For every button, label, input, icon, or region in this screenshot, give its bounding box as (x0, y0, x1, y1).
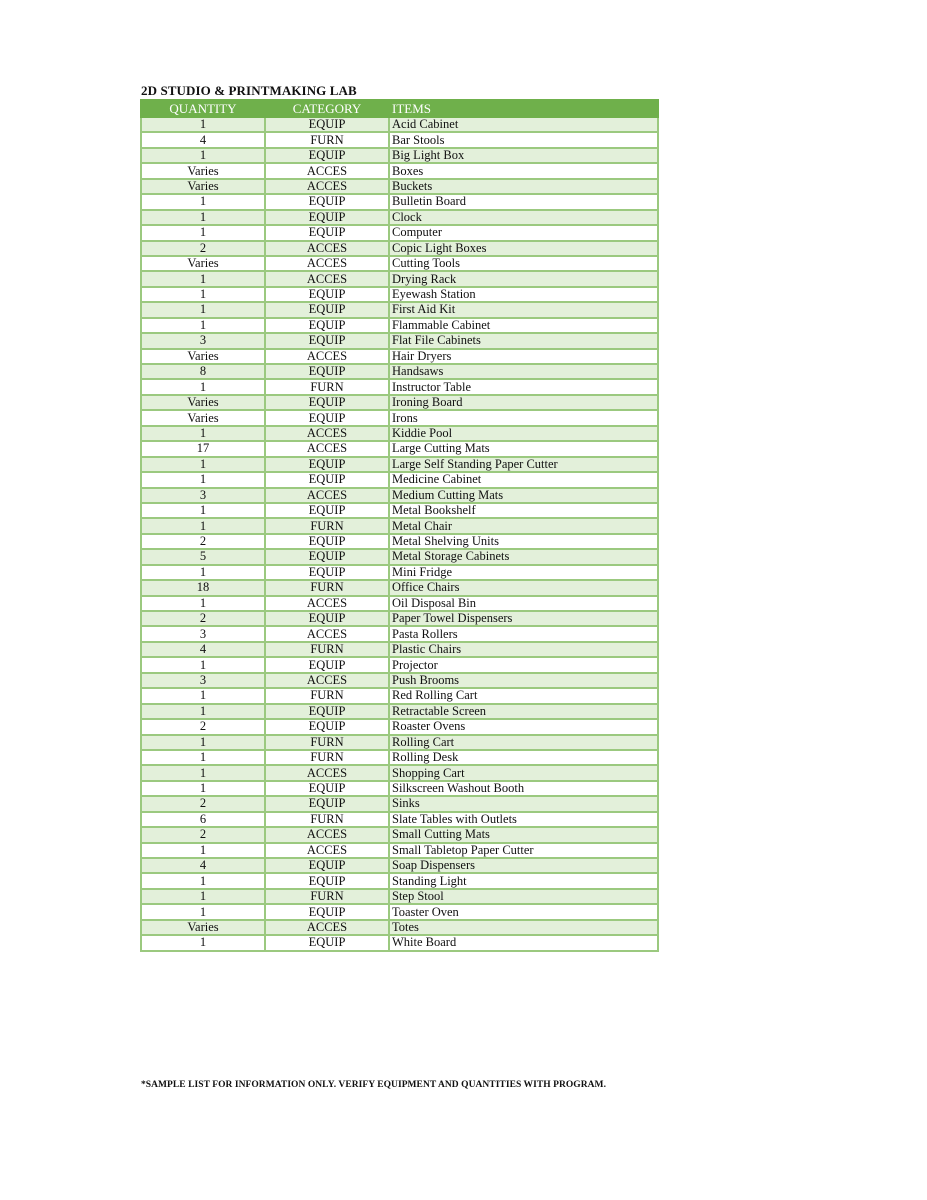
footnote: *SAMPLE LIST FOR INFORMATION ONLY. VERIFY EQUIPMENT AND QUANTITIES WITH PROGRAM. (141, 1080, 606, 1090)
table-row (141, 241, 658, 256)
category-cell: EQUIP (265, 225, 389, 240)
quantity-cell: 1 (141, 873, 265, 888)
quantity-cell: 1 (141, 426, 265, 441)
item-cell: Boxes (389, 163, 658, 178)
table-row (141, 858, 658, 873)
quantity-cell: 2 (141, 611, 265, 626)
category-cell: EQUIP (265, 457, 389, 472)
item-cell: Toaster Oven (389, 904, 658, 919)
table-row (141, 488, 658, 503)
quantity-cell: 1 (141, 518, 265, 533)
item-cell: Hair Dryers (389, 349, 658, 364)
item-cell: Soap Dispensers (389, 858, 658, 873)
item-cell: Medicine Cabinet (389, 472, 658, 487)
item-cell: Metal Storage Cabinets (389, 549, 658, 564)
item-cell: Cutting Tools (389, 256, 658, 271)
quantity-cell: 1 (141, 148, 265, 163)
table-row (141, 611, 658, 626)
table-row (141, 256, 658, 271)
category-cell: EQUIP (265, 472, 389, 487)
table-row (141, 812, 658, 827)
item-cell: Shopping Cart (389, 765, 658, 780)
item-cell: Copic Light Boxes (389, 241, 658, 256)
category-cell: EQUIP (265, 210, 389, 225)
quantity-cell: 5 (141, 549, 265, 564)
category-cell: EQUIP (265, 148, 389, 163)
table-row (141, 843, 658, 858)
table-row (141, 426, 658, 441)
category-cell: FURN (265, 688, 389, 703)
table-row (141, 765, 658, 780)
category-cell: EQUIP (265, 395, 389, 410)
item-cell: Office Chairs (389, 580, 658, 595)
item-cell: Mini Fridge (389, 565, 658, 580)
table-row (141, 518, 658, 533)
category-cell: ACCES (265, 765, 389, 780)
item-cell: Ironing Board (389, 395, 658, 410)
table-row (141, 163, 658, 178)
item-cell: Pasta Rollers (389, 626, 658, 641)
item-cell: Kiddie Pool (389, 426, 658, 441)
category-cell: ACCES (265, 241, 389, 256)
header-row (141, 100, 658, 117)
category-cell: ACCES (265, 163, 389, 178)
category-cell: EQUIP (265, 858, 389, 873)
table-row (141, 302, 658, 317)
item-cell: Small Tabletop Paper Cutter (389, 843, 658, 858)
table-row (141, 225, 658, 240)
quantity-cell: 1 (141, 457, 265, 472)
category-cell: EQUIP (265, 503, 389, 518)
table-row (141, 626, 658, 641)
category-cell: EQUIP (265, 287, 389, 302)
quantity-cell: 2 (141, 719, 265, 734)
item-cell: Handsaws (389, 364, 658, 379)
table-row (141, 364, 658, 379)
quantity-cell: 3 (141, 333, 265, 348)
quantity-cell: 1 (141, 503, 265, 518)
table-row (141, 349, 658, 364)
category-cell: ACCES (265, 256, 389, 271)
table-row (141, 827, 658, 842)
quantity-cell: 1 (141, 379, 265, 394)
quantity-cell: 1 (141, 210, 265, 225)
category-cell: EQUIP (265, 302, 389, 317)
category-cell: EQUIP (265, 194, 389, 209)
column-header-items: ITEMS (389, 100, 658, 117)
item-cell: Flammable Cabinet (389, 318, 658, 333)
table-row (141, 503, 658, 518)
item-cell: Large Self Standing Paper Cutter (389, 457, 658, 472)
quantity-cell: 18 (141, 580, 265, 595)
item-cell: Flat File Cabinets (389, 333, 658, 348)
table-row (141, 781, 658, 796)
item-cell: Clock (389, 210, 658, 225)
table-row (141, 148, 658, 163)
quantity-cell: 4 (141, 858, 265, 873)
item-cell: Oil Disposal Bin (389, 596, 658, 611)
table-row (141, 719, 658, 734)
table-row (141, 472, 658, 487)
quantity-cell: 3 (141, 673, 265, 688)
category-cell: EQUIP (265, 410, 389, 425)
quantity-cell: 1 (141, 765, 265, 780)
quantity-cell: 1 (141, 750, 265, 765)
table-row (141, 673, 658, 688)
category-cell: EQUIP (265, 534, 389, 549)
quantity-cell: 2 (141, 241, 265, 256)
quantity-cell: Varies (141, 163, 265, 178)
quantity-cell: 1 (141, 657, 265, 672)
item-cell: Projector (389, 657, 658, 672)
item-cell: Computer (389, 225, 658, 240)
table-row (141, 704, 658, 719)
category-cell: EQUIP (265, 935, 389, 950)
item-cell: Bulletin Board (389, 194, 658, 209)
item-cell: First Aid Kit (389, 302, 658, 317)
table-row (141, 889, 658, 904)
quantity-cell: 1 (141, 735, 265, 750)
item-cell: Step Stool (389, 889, 658, 904)
category-cell: EQUIP (265, 704, 389, 719)
quantity-cell: 2 (141, 827, 265, 842)
quantity-cell: 4 (141, 642, 265, 657)
table-row (141, 873, 658, 888)
category-cell: EQUIP (265, 318, 389, 333)
item-cell: Roaster Ovens (389, 719, 658, 734)
category-cell: EQUIP (265, 796, 389, 811)
quantity-cell: 1 (141, 704, 265, 719)
quantity-cell: 3 (141, 488, 265, 503)
table-row (141, 132, 658, 147)
quantity-cell: 1 (141, 225, 265, 240)
table-row (141, 935, 658, 950)
quantity-cell: 1 (141, 843, 265, 858)
item-cell: Instructor Table (389, 379, 658, 394)
table-row (141, 210, 658, 225)
table-row (141, 596, 658, 611)
table-row (141, 796, 658, 811)
quantity-cell: 1 (141, 302, 265, 317)
quantity-cell: 1 (141, 904, 265, 919)
quantity-cell: Varies (141, 256, 265, 271)
table-row (141, 657, 658, 672)
table-body (141, 117, 658, 951)
item-cell: Metal Bookshelf (389, 503, 658, 518)
column-header-quantity: QUANTITY (141, 100, 265, 117)
quantity-cell: 1 (141, 889, 265, 904)
category-cell: ACCES (265, 920, 389, 935)
quantity-cell: 1 (141, 117, 265, 132)
quantity-cell: 4 (141, 132, 265, 147)
item-cell: Irons (389, 410, 658, 425)
table-row (141, 117, 658, 132)
item-cell: Big Light Box (389, 148, 658, 163)
table-row (141, 750, 658, 765)
item-cell: Totes (389, 920, 658, 935)
category-cell: EQUIP (265, 565, 389, 580)
category-cell: ACCES (265, 488, 389, 503)
inventory-table (140, 99, 659, 952)
item-cell: Rolling Desk (389, 750, 658, 765)
quantity-cell: 1 (141, 596, 265, 611)
category-cell: ACCES (265, 843, 389, 858)
category-cell: EQUIP (265, 904, 389, 919)
category-cell: ACCES (265, 827, 389, 842)
quantity-cell: 1 (141, 688, 265, 703)
column-header-category: CATEGORY (265, 100, 389, 117)
item-cell: Small Cutting Mats (389, 827, 658, 842)
category-cell: ACCES (265, 673, 389, 688)
table-row (141, 735, 658, 750)
quantity-cell: Varies (141, 410, 265, 425)
table-row (141, 333, 658, 348)
category-cell: EQUIP (265, 781, 389, 796)
quantity-cell: Varies (141, 179, 265, 194)
item-cell: Large Cutting Mats (389, 441, 658, 456)
quantity-cell: 1 (141, 781, 265, 796)
category-cell: ACCES (265, 626, 389, 641)
table-row (141, 457, 658, 472)
category-cell: ACCES (265, 426, 389, 441)
quantity-cell: Varies (141, 349, 265, 364)
category-cell: FURN (265, 518, 389, 533)
item-cell: Push Brooms (389, 673, 658, 688)
item-cell: Metal Chair (389, 518, 658, 533)
category-cell: EQUIP (265, 117, 389, 132)
item-cell: Paper Towel Dispensers (389, 611, 658, 626)
table-row (141, 565, 658, 580)
table-row (141, 441, 658, 456)
item-cell: Plastic Chairs (389, 642, 658, 657)
table-row (141, 379, 658, 394)
item-cell: Standing Light (389, 873, 658, 888)
category-cell: EQUIP (265, 873, 389, 888)
item-cell: Bar Stools (389, 132, 658, 147)
table-row (141, 410, 658, 425)
table-row (141, 179, 658, 194)
category-cell: ACCES (265, 271, 389, 286)
quantity-cell: 2 (141, 534, 265, 549)
quantity-cell: 1 (141, 935, 265, 950)
table-row (141, 920, 658, 935)
quantity-cell: 6 (141, 812, 265, 827)
category-cell: FURN (265, 132, 389, 147)
table-row (141, 549, 658, 564)
item-cell: Slate Tables with Outlets (389, 812, 658, 827)
quantity-cell: 1 (141, 318, 265, 333)
quantity-cell: 3 (141, 626, 265, 641)
quantity-cell: Varies (141, 920, 265, 935)
item-cell: Buckets (389, 179, 658, 194)
item-cell: Eyewash Station (389, 287, 658, 302)
quantity-cell: 8 (141, 364, 265, 379)
item-cell: Rolling Cart (389, 735, 658, 750)
category-cell: ACCES (265, 179, 389, 194)
quantity-cell: 2 (141, 796, 265, 811)
table-row (141, 688, 658, 703)
quantity-cell: 1 (141, 565, 265, 580)
quantity-cell: Varies (141, 395, 265, 410)
item-cell: Retractable Screen (389, 704, 658, 719)
category-cell: FURN (265, 812, 389, 827)
item-cell: Medium Cutting Mats (389, 488, 658, 503)
table-header (141, 100, 658, 117)
quantity-cell: 1 (141, 472, 265, 487)
table-row (141, 194, 658, 209)
category-cell: EQUIP (265, 611, 389, 626)
item-cell: White Board (389, 935, 658, 950)
category-cell: ACCES (265, 596, 389, 611)
table-row (141, 271, 658, 286)
category-cell: FURN (265, 750, 389, 765)
category-cell: FURN (265, 580, 389, 595)
table-row (141, 318, 658, 333)
category-cell: FURN (265, 889, 389, 904)
category-cell: FURN (265, 642, 389, 657)
category-cell: EQUIP (265, 657, 389, 672)
table-row (141, 580, 658, 595)
category-cell: ACCES (265, 441, 389, 456)
table-row (141, 287, 658, 302)
item-cell: Red Rolling Cart (389, 688, 658, 703)
table-row (141, 904, 658, 919)
table-row (141, 534, 658, 549)
quantity-cell: 1 (141, 194, 265, 209)
item-cell: Acid Cabinet (389, 117, 658, 132)
item-cell: Sinks (389, 796, 658, 811)
table-row (141, 642, 658, 657)
category-cell: EQUIP (265, 719, 389, 734)
item-cell: Metal Shelving Units (389, 534, 658, 549)
item-cell: Silkscreen Washout Booth (389, 781, 658, 796)
quantity-cell: 1 (141, 271, 265, 286)
item-cell: Drying Rack (389, 271, 658, 286)
page-title: 2D STUDIO & PRINTMAKING LAB (141, 83, 357, 98)
table-row (141, 395, 658, 410)
category-cell: ACCES (265, 349, 389, 364)
quantity-cell: 17 (141, 441, 265, 456)
category-cell: EQUIP (265, 549, 389, 564)
category-cell: FURN (265, 735, 389, 750)
category-cell: FURN (265, 379, 389, 394)
category-cell: EQUIP (265, 333, 389, 348)
quantity-cell: 1 (141, 287, 265, 302)
category-cell: EQUIP (265, 364, 389, 379)
